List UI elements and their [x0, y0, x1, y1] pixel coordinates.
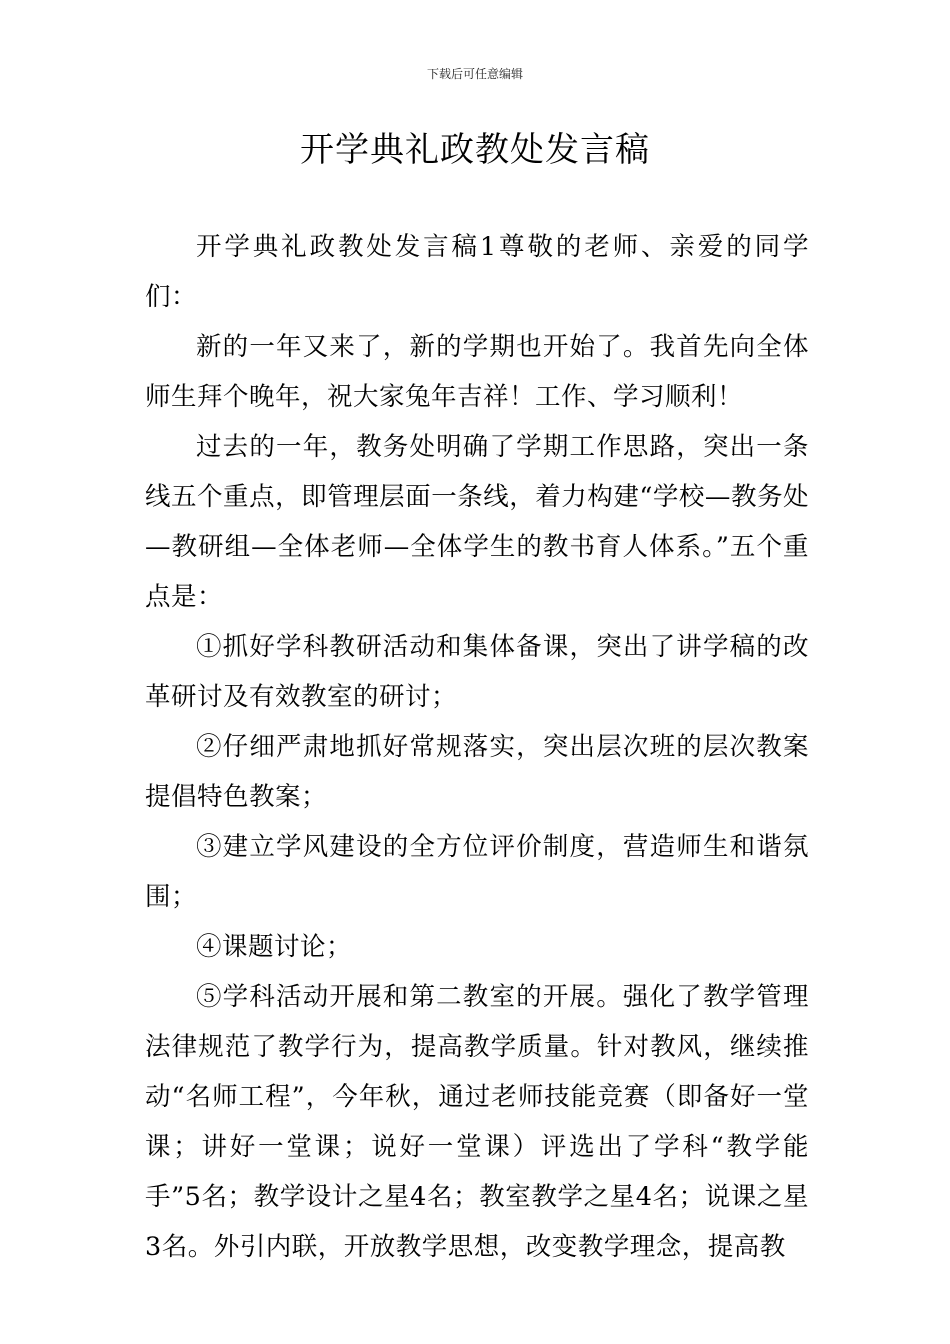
paragraph: ①抓好学科教研活动和集体备课，突出了讲学稿的改革研讨及有效教室的研讨；	[145, 632, 809, 712]
header-note: 下载后可任意编辑	[426, 67, 523, 81]
paragraph: ④课题讨论；	[196, 932, 353, 962]
paragraph: ③建立学风建设的全方位评价制度，营造师生和谐氛围；	[145, 832, 809, 912]
paragraph: 过去的一年，教务处明确了学期工作思路，突出一条线五个重点，即管理层面一条线，着力构建“学校—教务处—教研组—全体老师—全体学生的教书育人体系。”五个重点是：	[145, 432, 809, 612]
document-body	[145, 222, 809, 1272]
document-title: 开学典礼政教处发言稿	[300, 130, 650, 170]
paragraph: ⑤学科活动开展和第二教室的开展。强化了教学管理法律规范了教学行为，提高教学质量。针对教风，继续推动“名师工程”，今年秋，通过老师技能竞赛（即备好一堂课；讲好一堂课；说好一堂课）评选出了学科“教学能手”5名；教学设计之星4名；教室教学之星4名；说课之星3名。外引内联，开放教学思想，改变教学理念，提高教	[145, 982, 809, 1262]
paragraph: ②仔细严肃地抓好常规落实，突出层次班的层次教案提倡特色教案；	[145, 732, 809, 812]
paragraph: 新的一年又来了，新的学期也开始了。我首先向全体师生拜个晚年，祝大家兔年吉祥！工作、学习顺利！	[145, 332, 809, 412]
paragraph: 开学典礼政教处发言稿1尊敬的老师、亲爱的同学们：	[145, 232, 809, 312]
